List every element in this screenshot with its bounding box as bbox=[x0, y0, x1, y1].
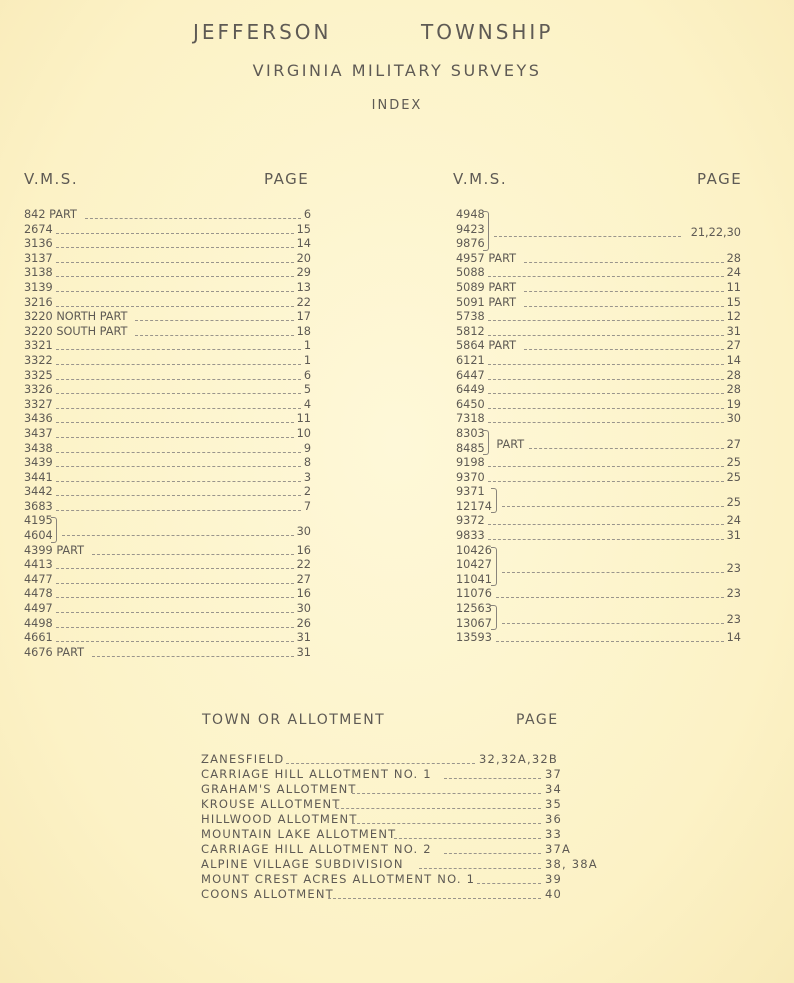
vms-number: 11041 bbox=[456, 572, 492, 586]
leader-dashes bbox=[56, 481, 301, 482]
page-ref: 30 bbox=[726, 412, 741, 426]
vms-row bbox=[456, 252, 746, 267]
leader-dashes bbox=[524, 306, 724, 307]
vms-number: 3327 bbox=[24, 397, 53, 411]
page-ref: 6 bbox=[303, 368, 311, 382]
vms-number: 8303 bbox=[456, 426, 485, 440]
leader-dashes bbox=[328, 898, 542, 899]
allotment-page: 34 bbox=[545, 782, 563, 796]
allotment-name: ZANESFIELD bbox=[201, 752, 285, 766]
vms-row bbox=[24, 602, 312, 617]
vms-row bbox=[24, 310, 312, 325]
leader-dashes bbox=[502, 623, 724, 624]
vms-number: 5864 PART bbox=[456, 339, 517, 353]
allotment-row bbox=[201, 782, 621, 797]
vms-number: 5089 PART bbox=[456, 280, 517, 294]
leader-dashes bbox=[56, 408, 301, 409]
leader-dashes bbox=[56, 306, 293, 307]
leader-dashes bbox=[502, 572, 724, 573]
allotment-row bbox=[201, 827, 621, 842]
vms-row bbox=[24, 646, 312, 661]
leader-dashes bbox=[56, 379, 301, 380]
vms-number: 9198 bbox=[456, 456, 485, 470]
page-ref: 16 bbox=[296, 587, 311, 601]
leader-dashes bbox=[56, 641, 293, 642]
vms-number: 12563 bbox=[456, 602, 492, 616]
leader-dashes bbox=[488, 335, 723, 336]
vms-row bbox=[24, 442, 312, 457]
allotment-page: 36 bbox=[545, 812, 563, 826]
vms-number: 12174 bbox=[456, 499, 492, 513]
page-ref: 31 bbox=[296, 645, 311, 659]
leader-dashes bbox=[502, 506, 724, 507]
vms-row bbox=[24, 544, 312, 559]
vms-row bbox=[24, 587, 312, 602]
vms-row bbox=[24, 427, 312, 442]
vms-number: 4497 bbox=[24, 602, 53, 616]
allotment-page: 38, 38A bbox=[545, 857, 598, 871]
vms-number: 4195 bbox=[24, 514, 53, 528]
leader-dashes bbox=[488, 393, 723, 394]
leader-dashes bbox=[62, 535, 293, 536]
vms-number: 3220 SOUTH PART bbox=[24, 324, 128, 338]
leader-dashes bbox=[56, 597, 293, 598]
title-left: JEFFERSON bbox=[193, 20, 332, 44]
allotment-page: 35 bbox=[545, 797, 563, 811]
leader-dashes bbox=[56, 233, 293, 234]
vms-group bbox=[456, 208, 746, 252]
page-ref: 18 bbox=[296, 324, 311, 338]
vms-number: 6447 bbox=[456, 368, 485, 382]
vms-group bbox=[456, 544, 746, 588]
index-label: INDEX bbox=[371, 98, 423, 113]
brace-bracket bbox=[483, 430, 489, 455]
page-ref: 14 bbox=[726, 631, 741, 645]
leader-dashes bbox=[286, 763, 475, 764]
vms-row bbox=[24, 398, 312, 413]
page-ref: 28 bbox=[726, 251, 741, 265]
vms-row bbox=[24, 631, 312, 646]
vms-number: 10427 bbox=[456, 558, 492, 572]
vms-row bbox=[24, 573, 312, 588]
vms-number: 3683 bbox=[24, 499, 53, 513]
subtitle: VIRGINIA MILITARY SURVEYS bbox=[252, 61, 542, 80]
page-ref: 3 bbox=[303, 470, 311, 484]
vms-row bbox=[456, 310, 746, 325]
page-ref: 12 bbox=[726, 310, 741, 324]
leader-dashes bbox=[488, 364, 723, 365]
page-ref: 8 bbox=[303, 456, 311, 470]
vms-number: 4399 PART bbox=[24, 543, 85, 557]
page-ref: 4 bbox=[303, 397, 311, 411]
page-ref: 2 bbox=[303, 485, 311, 499]
leader-dashes bbox=[56, 437, 293, 438]
leader-dashes bbox=[336, 808, 541, 809]
leader-dashes bbox=[56, 466, 301, 467]
page-ref: 24 bbox=[726, 266, 741, 280]
vms-group bbox=[456, 485, 746, 514]
vms-number: 842 PART bbox=[24, 208, 77, 221]
page-ref: 28 bbox=[726, 383, 741, 397]
right-page-header: PAGE bbox=[697, 170, 743, 188]
leader-dashes bbox=[56, 583, 293, 584]
vms-number: 4604 bbox=[24, 529, 53, 543]
page-ref: 14 bbox=[296, 237, 311, 251]
page-ref: 14 bbox=[726, 353, 741, 367]
leader-dashes bbox=[56, 422, 293, 423]
leader-dashes bbox=[488, 539, 723, 540]
page-ref: 26 bbox=[296, 616, 311, 630]
vms-number: 4948 bbox=[456, 208, 485, 221]
vms-number: 3139 bbox=[24, 280, 53, 294]
page-ref: 31 bbox=[296, 631, 311, 645]
vms-number: 3438 bbox=[24, 441, 53, 455]
vms-row bbox=[456, 369, 746, 384]
vms-number: 3436 bbox=[24, 412, 53, 426]
allotment-page: 37 bbox=[545, 767, 563, 781]
vms-number: 5091 PART bbox=[456, 295, 517, 309]
page-ref: 20 bbox=[296, 251, 311, 265]
vms-number: 3321 bbox=[24, 339, 53, 353]
vms-group bbox=[456, 602, 746, 631]
allotment-name: COONS ALLOTMENT bbox=[201, 887, 334, 901]
vms-group bbox=[24, 514, 312, 543]
left-vms-header: V.M.S. bbox=[24, 170, 79, 188]
vms-number: 3220 NORTH PART bbox=[24, 310, 128, 324]
leader-dashes bbox=[494, 236, 681, 237]
allotment-row bbox=[201, 887, 621, 902]
leader-dashes bbox=[56, 452, 301, 453]
leader-dashes bbox=[477, 883, 541, 884]
leader-dashes bbox=[488, 481, 723, 482]
page-ref: 9 bbox=[303, 441, 311, 455]
vms-number: 8485 bbox=[456, 441, 485, 455]
leader-dashes bbox=[488, 524, 723, 525]
leader-dashes bbox=[419, 868, 541, 869]
leader-dashes bbox=[524, 291, 724, 292]
title-right: TOWNSHIP bbox=[421, 20, 554, 44]
page-ref: 10 bbox=[296, 426, 311, 440]
page-ref: 23 bbox=[726, 561, 741, 575]
page-ref: 23 bbox=[726, 587, 741, 601]
leader-dashes bbox=[496, 597, 724, 598]
leader-dashes bbox=[496, 641, 724, 642]
vms-number: 6121 bbox=[456, 353, 485, 367]
leader-dashes bbox=[488, 320, 723, 321]
leader-dashes bbox=[529, 448, 724, 449]
page-ref: 27 bbox=[296, 572, 311, 586]
vms-row bbox=[456, 587, 746, 602]
page-ref: 28 bbox=[726, 368, 741, 382]
allotment-name: GRAHAM'S ALLOTMENT bbox=[201, 782, 357, 796]
allotment-page: 40 bbox=[545, 887, 563, 901]
vms-number: 9833 bbox=[456, 529, 485, 543]
vms-row bbox=[24, 339, 312, 354]
brace-bracket bbox=[491, 547, 497, 587]
vms-row bbox=[24, 369, 312, 384]
page-ref: 23 bbox=[726, 612, 741, 626]
vms-number: 3136 bbox=[24, 237, 53, 251]
vms-number: 3325 bbox=[24, 368, 53, 382]
vms-number: 3437 bbox=[24, 426, 53, 440]
allotment-row bbox=[201, 857, 621, 872]
leader-dashes bbox=[488, 379, 723, 380]
part-label: PART bbox=[496, 437, 525, 451]
page-ref: 21,22,30 bbox=[690, 225, 741, 239]
page-ref: 31 bbox=[726, 529, 741, 543]
allotment-name: KROUSE ALLOTMENT bbox=[201, 797, 341, 811]
leader-dashes bbox=[394, 838, 541, 839]
vms-row bbox=[456, 471, 746, 486]
vms-number: 5738 bbox=[456, 310, 485, 324]
vms-number: 6450 bbox=[456, 397, 485, 411]
leader-dashes bbox=[56, 627, 293, 628]
town-list bbox=[201, 752, 621, 902]
vms-row bbox=[456, 383, 746, 398]
leader-dashes bbox=[92, 554, 294, 555]
vms-row bbox=[456, 281, 746, 296]
leader-dashes bbox=[85, 218, 301, 219]
allotment-page: 39 bbox=[545, 872, 563, 886]
vms-row bbox=[24, 485, 312, 500]
vms-row bbox=[456, 631, 746, 646]
page-ref: 25 bbox=[726, 495, 741, 509]
page-ref: 11 bbox=[726, 280, 741, 294]
page-ref: 24 bbox=[726, 514, 741, 528]
page-ref: 22 bbox=[296, 558, 311, 572]
page-ref: 22 bbox=[296, 295, 311, 309]
leader-dashes bbox=[56, 247, 293, 248]
vms-number: 9372 bbox=[456, 514, 485, 528]
vms-number: 3442 bbox=[24, 485, 53, 499]
right-vms-list bbox=[456, 208, 746, 646]
left-vms-list bbox=[24, 208, 312, 660]
allotment-page: 32,32A,32B bbox=[479, 752, 558, 766]
leader-dashes bbox=[135, 335, 294, 336]
allotment-name: CARRIAGE HILL ALLOTMENT NO. 2 bbox=[201, 842, 432, 856]
vms-number: 11076 bbox=[456, 587, 492, 601]
vms-row bbox=[24, 500, 312, 515]
vms-number: 5088 bbox=[456, 266, 485, 280]
vms-number: 3137 bbox=[24, 251, 53, 265]
vms-number: 13593 bbox=[456, 631, 492, 645]
page-ref: 15 bbox=[726, 295, 741, 309]
leader-dashes bbox=[92, 656, 294, 657]
vms-number: 3322 bbox=[24, 353, 53, 367]
vms-number: 10426 bbox=[456, 543, 492, 557]
allotment-row bbox=[201, 812, 621, 827]
vms-row bbox=[24, 558, 312, 573]
leader-dashes bbox=[56, 349, 301, 350]
vms-row bbox=[456, 266, 746, 281]
vms-number: 4498 bbox=[24, 616, 53, 630]
vms-number: 3326 bbox=[24, 383, 53, 397]
vms-row bbox=[456, 398, 746, 413]
vms-number: 2674 bbox=[24, 222, 53, 236]
vms-number: 6449 bbox=[456, 383, 485, 397]
page-ref: 19 bbox=[726, 397, 741, 411]
leader-dashes bbox=[56, 393, 301, 394]
vms-number: 13067 bbox=[456, 616, 492, 630]
leader-dashes bbox=[444, 778, 541, 779]
vms-row bbox=[24, 412, 312, 427]
vms-number: 9371 bbox=[456, 485, 485, 499]
brace-bracket bbox=[491, 605, 497, 630]
vms-row bbox=[24, 456, 312, 471]
vms-row bbox=[24, 266, 312, 281]
allotment-name: CARRIAGE HILL ALLOTMENT NO. 1 bbox=[201, 767, 432, 781]
vms-group bbox=[456, 427, 746, 456]
brace-bracket bbox=[483, 211, 489, 251]
vms-row bbox=[456, 339, 746, 354]
leader-dashes bbox=[56, 495, 301, 496]
leader-dashes bbox=[56, 262, 293, 263]
vms-row bbox=[456, 456, 746, 471]
allotment-row bbox=[201, 797, 621, 812]
page-ref: 1 bbox=[303, 339, 311, 353]
vms-number: 4676 PART bbox=[24, 645, 85, 659]
leader-dashes bbox=[56, 612, 293, 613]
leader-dashes bbox=[444, 853, 541, 854]
page-ref: 30 bbox=[296, 602, 311, 616]
page-ref: 11 bbox=[296, 412, 311, 426]
leader-dashes bbox=[524, 349, 724, 350]
vms-row bbox=[24, 237, 312, 252]
leader-dashes bbox=[488, 466, 723, 467]
leader-dashes bbox=[488, 408, 723, 409]
brace-bracket bbox=[51, 517, 57, 542]
page-ref: 15 bbox=[296, 222, 311, 236]
vms-number: 4477 bbox=[24, 572, 53, 586]
vms-number: 9876 bbox=[456, 237, 485, 251]
vms-number: 4413 bbox=[24, 558, 53, 572]
page-ref: 25 bbox=[726, 456, 741, 470]
page-ref: 17 bbox=[296, 310, 311, 324]
allotment-name: MOUNTAIN LAKE ALLOTMENT bbox=[201, 827, 397, 841]
allotment-row bbox=[201, 752, 621, 767]
vms-number: 9370 bbox=[456, 470, 485, 484]
leader-dashes bbox=[524, 262, 724, 263]
vms-row bbox=[24, 223, 312, 238]
vms-row bbox=[24, 383, 312, 398]
brace-bracket bbox=[491, 488, 497, 513]
vms-row bbox=[456, 296, 746, 311]
allotment-name: HILLWOOD ALLOTMENT bbox=[201, 812, 358, 826]
vms-row bbox=[24, 252, 312, 267]
town-header: TOWN OR ALLOTMENT bbox=[202, 712, 386, 728]
vms-row bbox=[24, 208, 312, 223]
vms-row bbox=[24, 471, 312, 486]
vms-row bbox=[456, 529, 746, 544]
leader-dashes bbox=[56, 276, 293, 277]
allotment-row bbox=[201, 842, 621, 857]
page-ref: 13 bbox=[296, 280, 311, 294]
vms-number: 4661 bbox=[24, 631, 53, 645]
vms-row bbox=[456, 412, 746, 427]
allotment-row bbox=[201, 872, 621, 887]
page-ref: 16 bbox=[296, 543, 311, 557]
leader-dashes bbox=[56, 291, 293, 292]
leader-dashes bbox=[135, 320, 294, 321]
allotment-name: MOUNT CREST ACRES ALLOTMENT NO. 1 bbox=[201, 872, 476, 886]
vms-row bbox=[456, 354, 746, 369]
vms-row bbox=[456, 514, 746, 529]
right-vms-header: V.M.S. bbox=[453, 170, 508, 188]
vms-row bbox=[24, 281, 312, 296]
leader-dashes bbox=[488, 276, 723, 277]
vms-row bbox=[24, 617, 312, 632]
leader-dashes bbox=[352, 793, 541, 794]
allotment-page: 33 bbox=[545, 827, 563, 841]
leader-dashes bbox=[352, 823, 541, 824]
vms-number: 9423 bbox=[456, 222, 485, 236]
leader-dashes bbox=[488, 422, 723, 423]
page-ref: 30 bbox=[296, 525, 311, 539]
page-ref: 27 bbox=[726, 437, 741, 451]
vms-row bbox=[456, 325, 746, 340]
vms-number: 5812 bbox=[456, 324, 485, 338]
page-ref: 31 bbox=[726, 324, 741, 338]
vms-number: 4957 PART bbox=[456, 251, 517, 265]
page-ref: 27 bbox=[726, 339, 741, 353]
vms-number: 3439 bbox=[24, 456, 53, 470]
allotment-row bbox=[201, 767, 621, 782]
vms-row bbox=[24, 325, 312, 340]
page-ref: 29 bbox=[296, 266, 311, 280]
leader-dashes bbox=[56, 568, 293, 569]
page-ref: 25 bbox=[726, 470, 741, 484]
page-ref: 6 bbox=[303, 208, 311, 221]
page-ref: 5 bbox=[303, 383, 311, 397]
vms-row bbox=[24, 354, 312, 369]
page-ref: 1 bbox=[303, 353, 311, 367]
leader-dashes bbox=[56, 364, 301, 365]
vms-number: 3138 bbox=[24, 266, 53, 280]
allotment-page: 37A bbox=[545, 842, 572, 856]
allotment-name: ALPINE VILLAGE SUBDIVISION bbox=[201, 857, 404, 871]
vms-number: 7318 bbox=[456, 412, 485, 426]
vms-number: 3441 bbox=[24, 470, 53, 484]
vms-number: 4478 bbox=[24, 587, 53, 601]
left-page-header: PAGE bbox=[264, 170, 310, 188]
leader-dashes bbox=[56, 510, 301, 511]
vms-row bbox=[24, 296, 312, 311]
town-page-header: PAGE bbox=[516, 712, 559, 728]
vms-number: 3216 bbox=[24, 295, 53, 309]
page-ref: 7 bbox=[303, 499, 311, 513]
